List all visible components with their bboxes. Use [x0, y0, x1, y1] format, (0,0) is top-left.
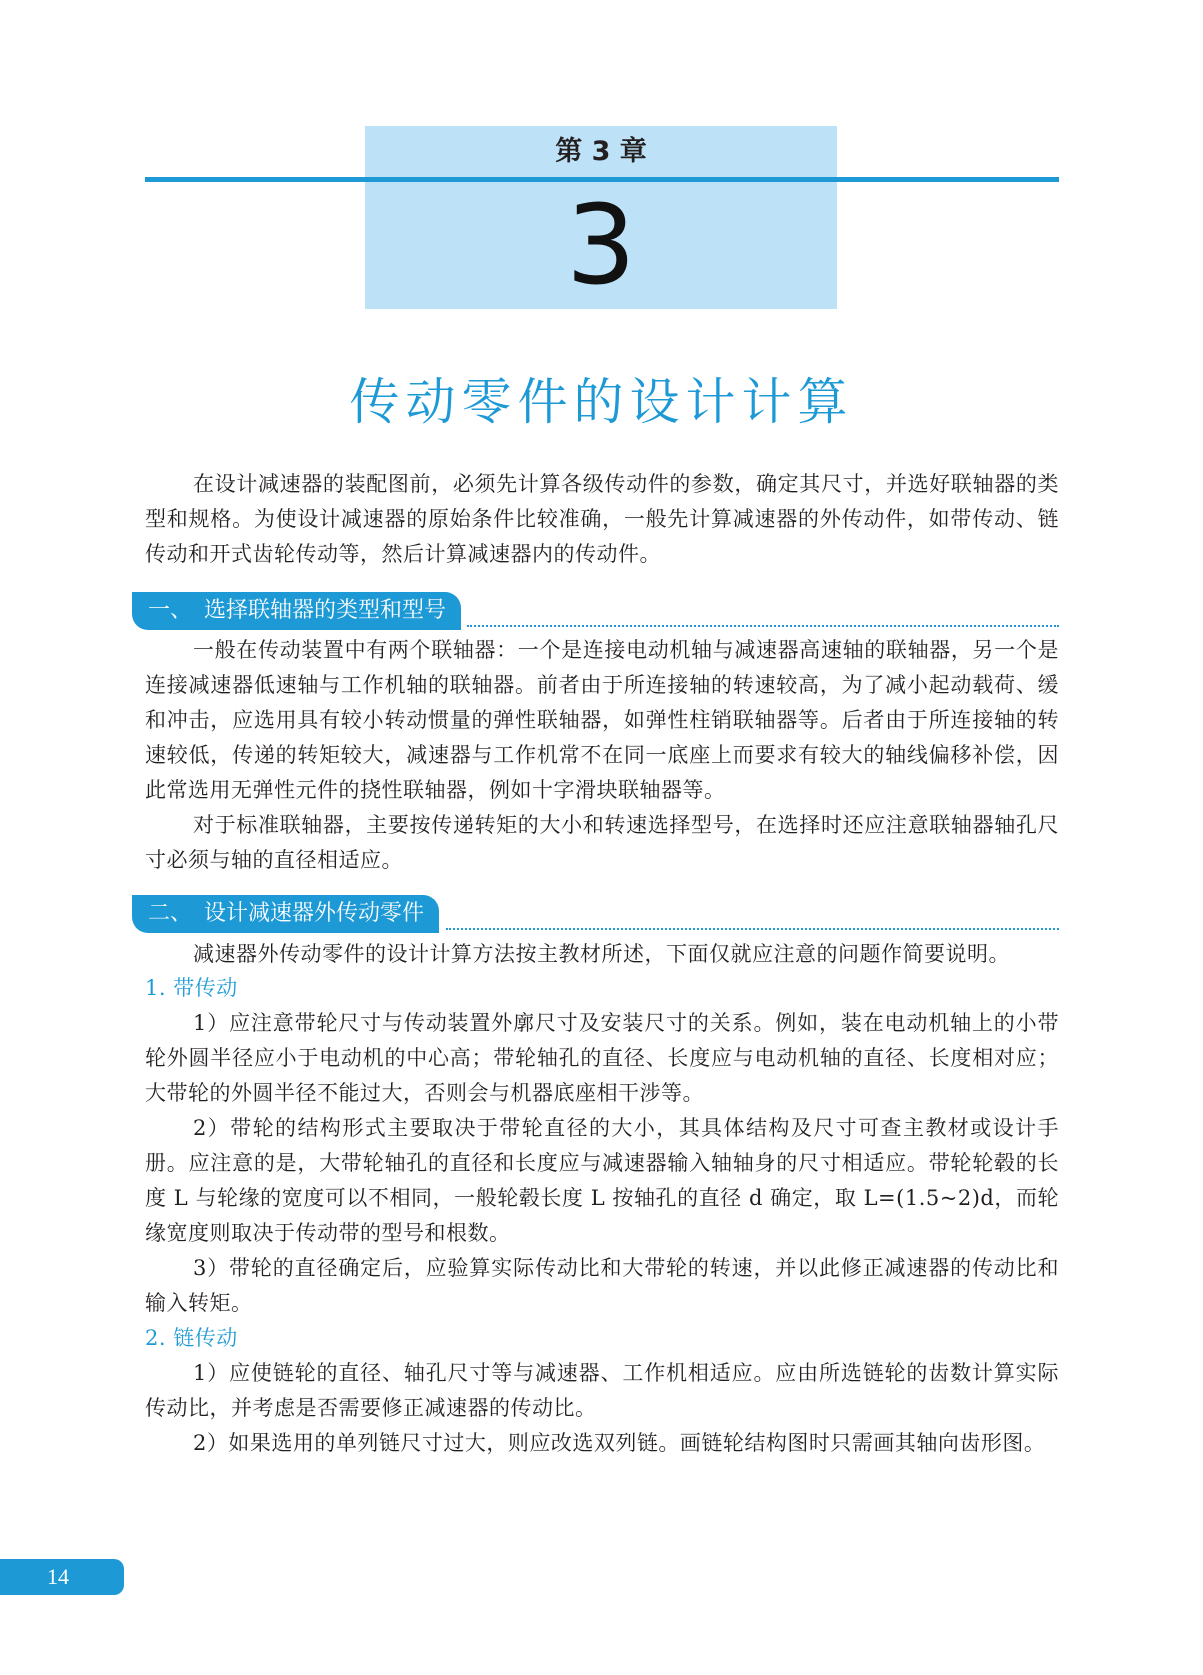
section-1-pill	[132, 592, 461, 630]
chain-drive-item: 2）如果选用的单列链尺寸过大，则应改选双列链。画链轮结构图时只需画其轴向齿形图。	[193, 1431, 1046, 1455]
subheading-chain-drive: 2. 链传动	[145, 1326, 238, 1350]
section-2-dotted-rule	[446, 928, 1059, 930]
chapter-number: 3	[365, 182, 837, 309]
section-2-intro: 减速器外传动零件的设计计算方法按主教材所述，下面仅就应注意的问题作简要说明。	[193, 942, 1010, 966]
chapter-title: 传动零件的设计计算	[349, 373, 854, 431]
section-1-title: 选择联轴器的类型和型号	[204, 598, 447, 623]
belt-drive-item: 2）带轮的结构形式主要取决于带轮直径的大小，其具体结构及尺寸可查主教材或设计手册。应注意的是，大带轮轴孔的直径和长度应与减速器输入轴轴身的尺寸相适应。带轮轮毂的长度 L 与轮缘的宽度可以不相同，一般轮毂长度 L 按轴孔的直径 d 确定，取 L=(1.5~2)d，而轮缘宽度则取决于传动带的型号和根数。	[145, 1116, 1059, 1245]
section-1-paragraph: 一般在传动装置中有两个联轴器：一个是连接电动机轴与减速器高速轴的联轴器，另一个是连接减速器低速轴与工作机轴的联轴器。前者由于所连接轴的转速较高，为了减小起动载荷、缓和冲击，应选用具有较小转动惯量的弹性联轴器，如弹性柱销联轴器等。后者由于所连接轴的转速较低，传递的转矩较大，减速器与工作机常不在同一底座上而要求有较大的轴线偏移补偿，因此常选用无弹性元件的挠性联轴器，例如十字滑块联轴器等。	[145, 638, 1059, 802]
section-2-number: 二、	[148, 901, 193, 926]
belt-drive-item: 1）应注意带轮尺寸与传动装置外廓尺寸及安装尺寸的关系。例如，装在电动机轴上的小带轮外圆半径应小于电动机的中心高；带轮轴孔的直径、长度应与电动机轴的直径、长度相对应；大带轮的外圆半径不能过大，否则会与机器底座相干涉等。	[145, 1011, 1059, 1105]
section-2-pill	[132, 895, 439, 933]
belt-drive-item: 3）带轮的直径确定后，应验算实际传动比和大带轮的转速，并以此修正减速器的传动比和输入转矩。	[145, 1256, 1059, 1315]
page-number: 14	[0, 1559, 124, 1595]
chain-drive-item: 1）应使链轮的直径、轴孔尺寸等与减速器、工作机相适应。应由所选链轮的齿数计算实际传动比，并考虑是否需要修正减速器的传动比。	[145, 1361, 1059, 1420]
subheading-belt-drive: 1. 带传动	[145, 976, 238, 1000]
section-1-paragraph: 对于标准联轴器，主要按传递转矩的大小和转速选择型号，在选择时还应注意联轴器轴孔尺寸必须与轴的直径相适应。	[145, 813, 1059, 872]
section-2-title: 设计减速器外传动零件	[204, 901, 425, 926]
intro-paragraph: 在设计减速器的装配图前，必须先计算各级传动件的参数，确定其尺寸，并选好联轴器的类型和规格。为使设计减速器的原始条件比较准确，一般先计算减速器的外传动件，如带传动、链传动和开式齿轮传动等，然后计算减速器内的传动件。	[145, 472, 1059, 566]
chapter-label: 第 3 章	[365, 126, 837, 177]
section-1-dotted-rule	[467, 625, 1059, 627]
section-1-number: 一、	[148, 598, 193, 623]
